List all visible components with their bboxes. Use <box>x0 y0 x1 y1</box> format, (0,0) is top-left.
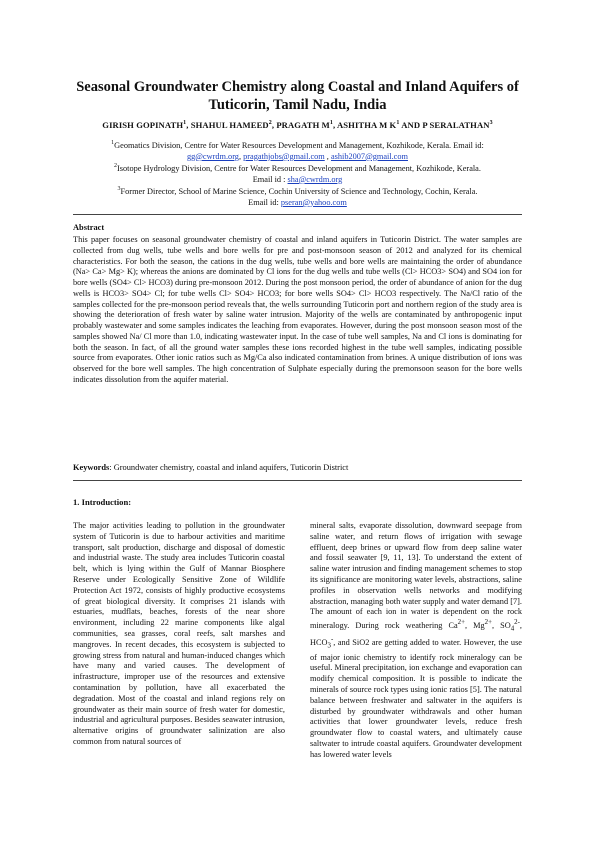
body-paragraph <box>310 521 522 761</box>
affiliation-text: Geomatics Division, Centre for Water Resources Development and Management, Kozhikode, Kerala. Email id: <box>114 140 484 150</box>
author-separator: , <box>271 120 277 130</box>
body-text: , SO <box>492 620 511 630</box>
author-list <box>50 120 545 130</box>
charge-superscript: 2+ <box>457 619 466 627</box>
affiliation-mark: 3 <box>117 186 121 192</box>
author-name: ASHITHA M K <box>336 120 397 130</box>
divider-bottom <box>73 480 522 481</box>
formula-subscript: 3 <box>327 642 331 650</box>
keywords-label: Keywords <box>73 463 110 472</box>
author-separator: AND <box>399 120 423 130</box>
author-affiliation-mark: 1 <box>396 120 400 127</box>
charge-superscript: 2+ <box>484 619 492 627</box>
author-affiliation-mark: 1 <box>183 120 187 127</box>
keywords-text: : Groundwater chemistry, coastal and inland aquifers, Tuticorin District <box>109 463 349 472</box>
divider-top <box>73 214 522 215</box>
paper-title: Seasonal Groundwater Chemistry along Coastal and Inland Aquifers of Tuticorin, Tamil Nadu, India <box>76 79 519 113</box>
email-link[interactable]: pragathjobs@gmail.com <box>243 151 325 161</box>
email-label: Email id : <box>252 174 288 184</box>
email-link[interactable]: sha@cwrdm.org <box>287 174 343 184</box>
abstract-heading: Abstract <box>73 223 105 232</box>
email-link[interactable]: pseran@yahoo.com <box>280 197 347 207</box>
author-separator: , <box>186 120 191 130</box>
author-affiliation-mark: 3 <box>489 120 493 127</box>
affiliation-1: $^1$Geomatics Division, Centre for Water Resources Development and Management, Kozhikode, Kerala. Email id: gg@cwrdm.org, pragathjobs@gmail.com , ashib2007@gmail.com <box>111 140 484 161</box>
author-name: PRAGATH M <box>276 120 330 130</box>
section-heading: 1. Introduction: <box>73 497 132 507</box>
email-label: Email id: <box>248 197 281 207</box>
formula-subscript: 4 <box>510 625 515 633</box>
author-name: P SERALATHAN <box>422 120 490 130</box>
charge-superscript: - <box>330 636 334 644</box>
author-name: SHAHUL HAMEED <box>190 120 269 130</box>
body-text: , and SiO2 are getting added to water. However, the use of major ionic chemistry to identify rock mineralogy can be useful. Mineral precipitation, ion exchange and evaporation can modify chemical composition. It is possible to indicate the minerals of source rock types using ionic ratios [5]. The natural balance between freshwater and saltwater in the aquifers is disturbed by groundwater withdrawals and other human activities that lower groundwater levels, reduce fresh groundwater flow to coastal waters, and ultimately cause saltwater to intrude coastal aquifers. Groundwater development has lowered water levels <box>310 638 522 759</box>
abstract-text: This paper focuses on seasonal groundwater chemistry of coastal and inland aquifers in Tuticorin District. The water samples are collected from dug wells, tube wells and bore wells for pre and post-monsoon season of 2012 and analyzed for its chemical characteristics. For both the season, the cations in the dug wells, tube wells and bore wells are maintaining the order of abundance (Na> Ca> Mg> K); whereas the anions are dominated by Cl ions for the dug wells and tube wells (Cl> HCO3> SO4) and SO4 ion for bore wells (SO4> Cl> HCO3) during pre-monsoon 2012. During the post monsoon period, the order of abundance of anion for the dug wells is HCO3> SO4> Cl; for tube wells Cl> SO4> HCO3; for bore wells SO4> Cl> HCO3 respectively. The Na/Cl ratio of the samples collected for the pre-monsoon period reveals that, the wells surrounding Tuticorin port and northern region of the study area is showing the deterioration of fresh water by saline water intrusion. Majority of the wells are contaminated by anthropogenic input probably wastewater and some samples indicates the leaching from evaporates. However, during the post monsoon season most of the samples showed Na/ Cl more than 1.0, indicating wastewater input. In the case of tube well samples, Na and Cl ions is dominating for both the season. In fact, of all the ground water samples these ions recorded highest in the tube well samples, indicating possible source from evaporates. Other ionic ratios such as Mg/Ca also indicated contamination from brines. A unique distribution of ions was observed for the bore well samples. The high concentration of Sulphate especially during the premonsoon season for the bore wells indicates dissolution from the aquifer material. <box>73 235 522 384</box>
affiliation-mark: 2 <box>114 163 118 169</box>
author-separator: , <box>332 120 337 130</box>
body-text: , HCO <box>310 620 522 648</box>
author-affiliation-mark: 1 <box>329 120 333 127</box>
email-link[interactable]: gg@cwrdm.org <box>187 151 239 161</box>
body-column-left <box>73 521 285 748</box>
body-column-right <box>310 521 522 761</box>
author-name: GIRISH GOPINATH <box>102 120 184 130</box>
affiliation-text: Former Director, School of Marine Science, Cochin University of Science and Technology, Cochin, Kerala. <box>120 186 478 196</box>
body-paragraph: The major activities leading to pollution in the groundwater system of Tuticorin is due to harbour activities and maritime transport, salt production, discharge and disposal of domestic and industrial waste. The study area includes Tuticorin coastal belt, which is lying within the Gulf of Mannar Biosphere Reserve under Ecologically Sensitive Zone of Wildlife Protection Act 1972, consists of highly productive ecosystems of great biological diversity. It comprises 21 islands with estuaries, mudflats, beaches, forests of the near shore environment, including 22 marine components like algal communities, sea grasses, coral reefs, salt marshes and mangroves. In recent decades, this ecosystem is subjected to growing stress from natural and human-induced changes which have many and varied causes. The development of infrastructure, improper use of the resources and extensive contamination by pollution, have all exacerbated the degradation. Most of the coastal and inland regions rely on groundwater as their main source of fresh water for domestic, industrial and agricultural purposes. Besides seawater intrusion, alternative origins of groundwater salinization are also common from natural sources of <box>73 521 285 746</box>
body-text: , Mg <box>465 620 485 630</box>
affiliation-2 <box>60 161 535 185</box>
email-link[interactable]: ashib2007@gmail.com <box>330 151 408 161</box>
body-text: mineral salts, evaporate dissolution, downward seepage from saline water, and return flows of irrigation with sewage effluent, deep brines or upward flow from deep saline water and fossil seawater [9, 11, 13]. To understand the extent of saline water intrusion and finding management schemes to stop its significance are monitoring water levels, abstractions, saline profiles in observation wells networks and modifying abstraction, managing both water supply and water demand [7]. The amount of each ion in water is dependent on the rock mineralogy. During rock weathering Ca <box>310 521 522 630</box>
affiliation-3 <box>60 184 535 208</box>
keywords-line <box>73 463 522 472</box>
author-affiliation-mark: 2 <box>268 120 272 127</box>
charge-superscript: 2- <box>514 619 520 627</box>
affiliation-mark: 1 <box>111 140 115 146</box>
affiliation-text: Isotope Hydrology Division, Centre for Water Resources Development and Management, Kozhikode, Kerala. <box>117 163 481 173</box>
